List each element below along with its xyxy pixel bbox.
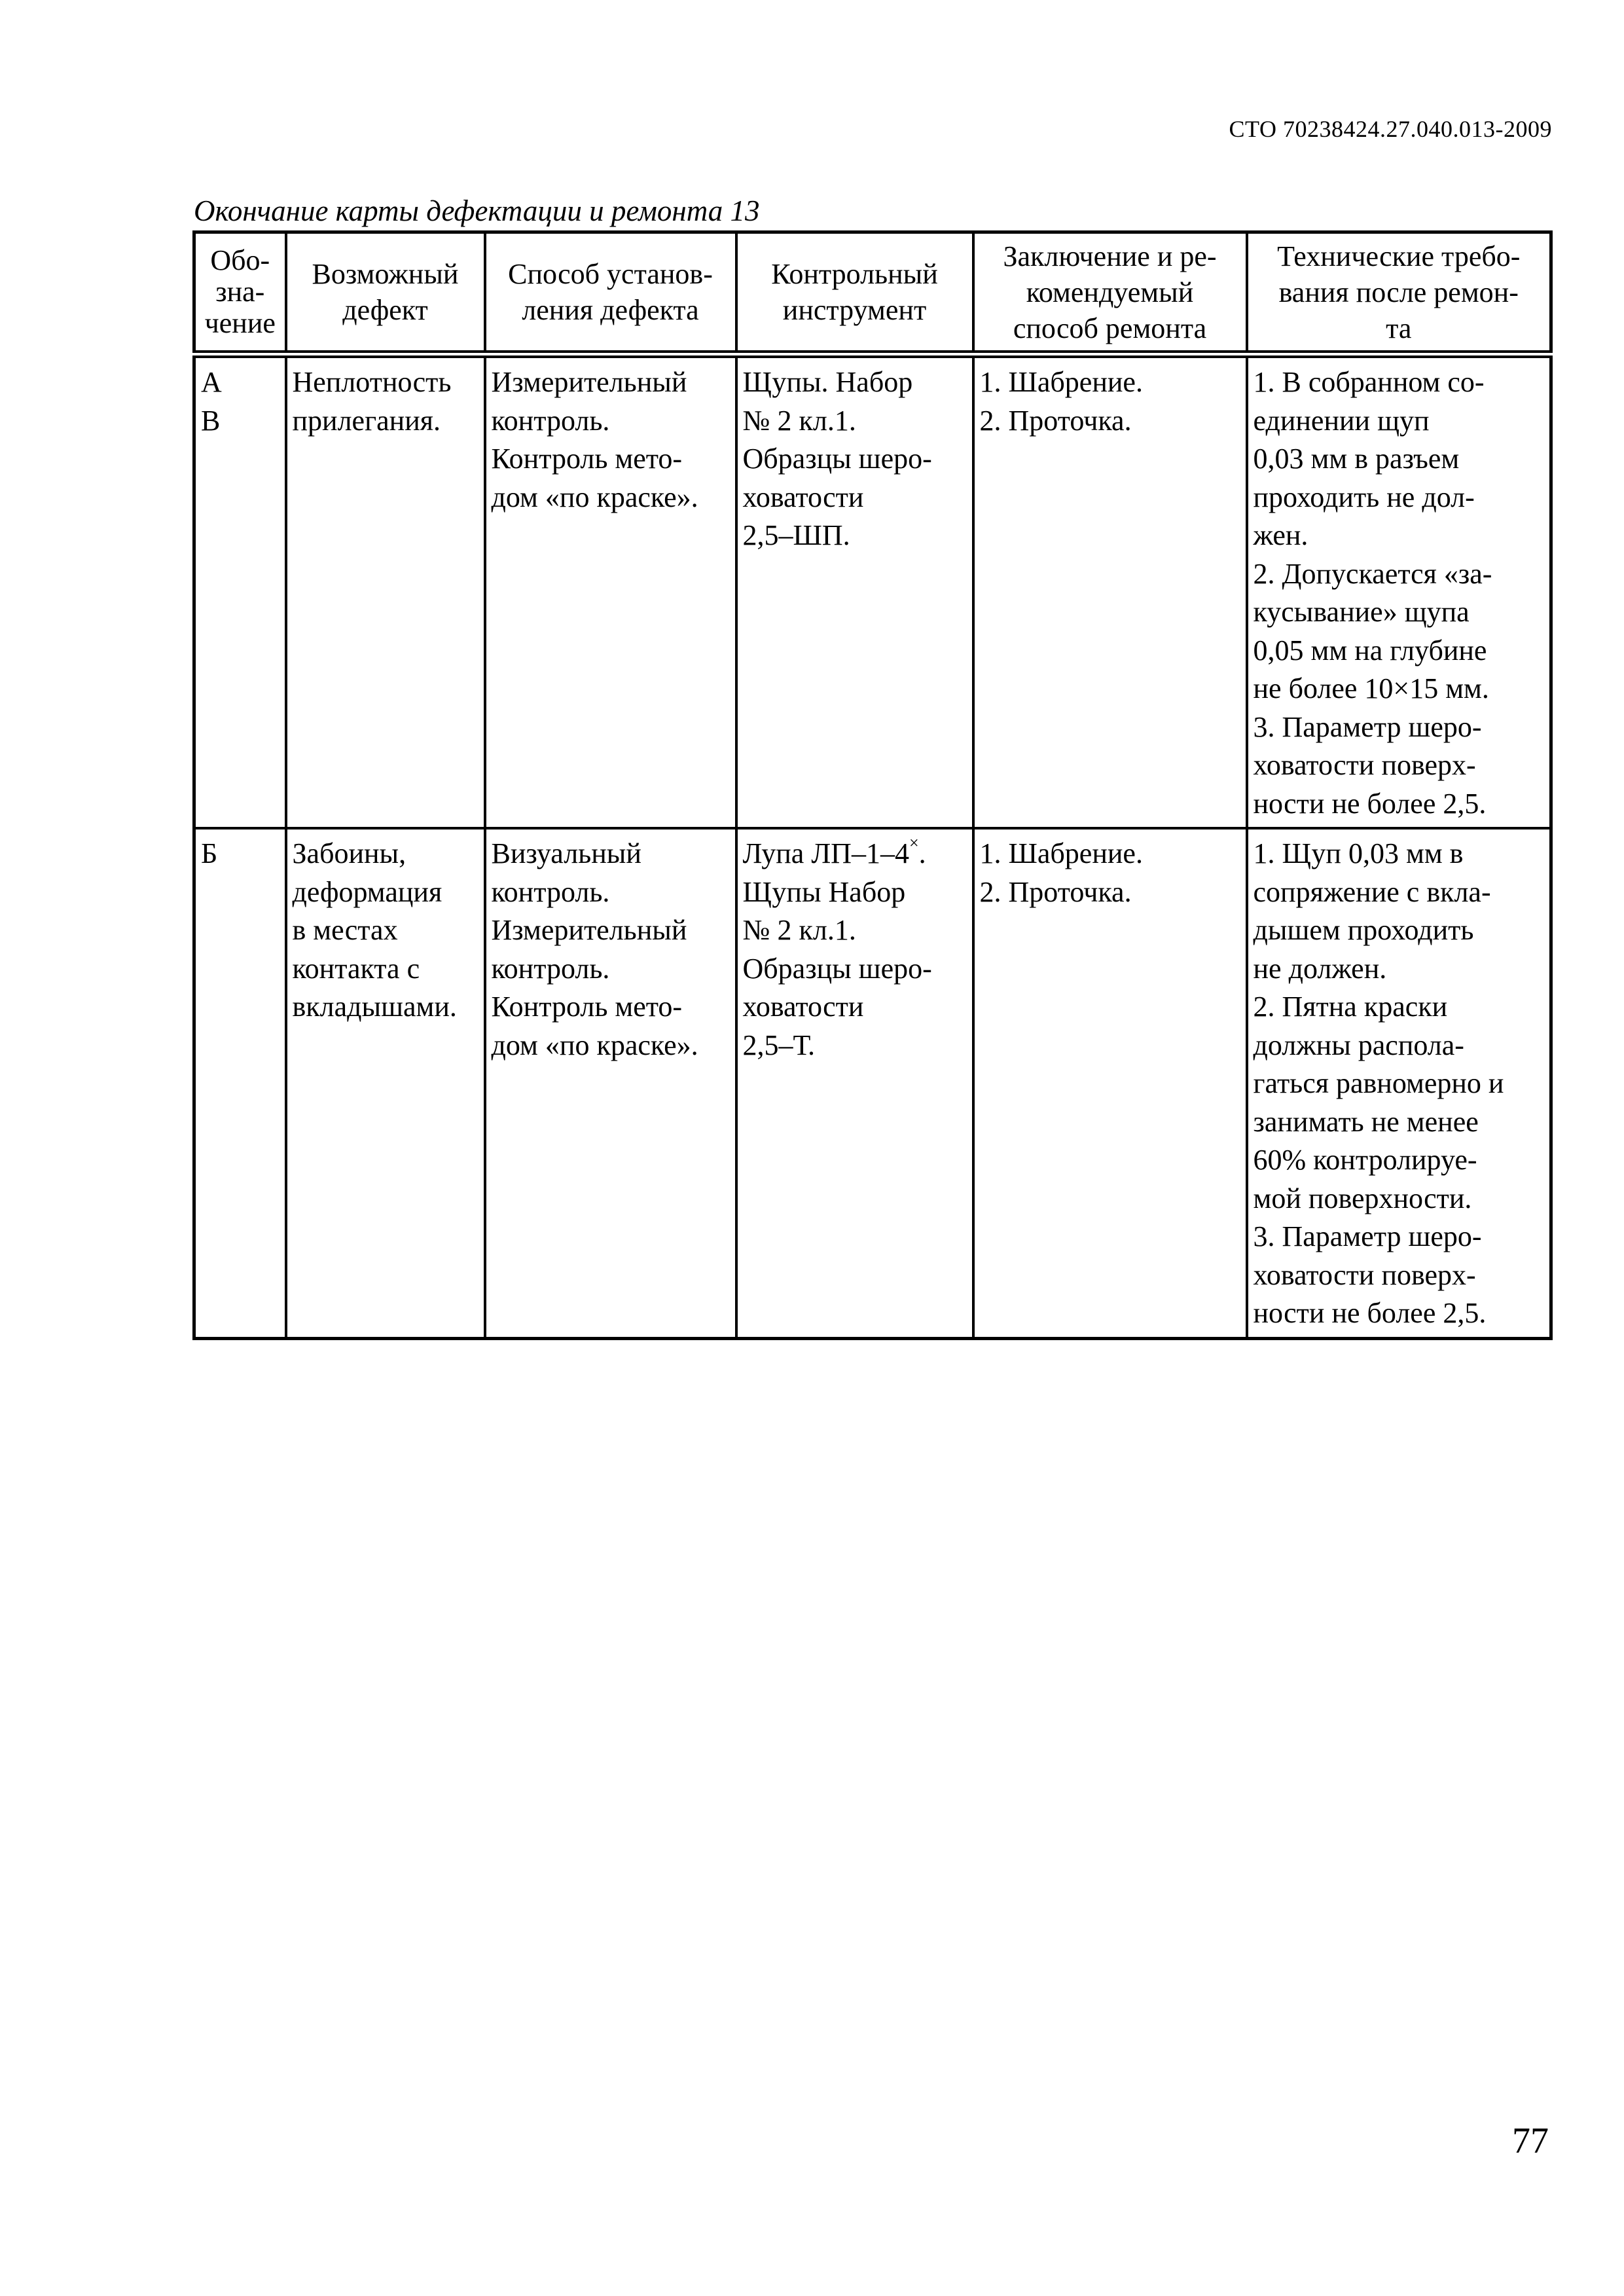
cell-method — [485, 354, 736, 828]
header-line: чение — [204, 307, 276, 339]
col-header-method: Способ установ- ления дефекта — [485, 232, 736, 355]
table-row — [194, 354, 1551, 828]
document-code: СТО 70238424.27.040.013-2009 — [1229, 116, 1552, 142]
cell-line: 60% контролируе- — [1253, 1144, 1477, 1176]
cell-line: в местах — [292, 914, 398, 946]
cell-line: контакта с — [292, 952, 420, 985]
cell-line: должны распола- — [1253, 1029, 1464, 1061]
table-header-row — [194, 232, 1551, 355]
cell-line: Образцы шеро- — [742, 952, 932, 985]
cell-line: вкладышами. — [292, 991, 457, 1023]
cell-line: гаться равномерно и — [1253, 1067, 1504, 1099]
cell-line: контроль. — [491, 875, 610, 908]
cell-line: сопряжение с вкла- — [1253, 875, 1491, 908]
cell-line: мой поверхности. — [1253, 1182, 1472, 1214]
table-caption: Окончание карты дефектации и ремонта 13 — [194, 194, 760, 227]
cell-line: Щупы. Набор — [742, 366, 913, 398]
cell-line: ховатости поверх- — [1253, 749, 1476, 781]
cell-line: единении щуп — [1253, 404, 1430, 437]
cell-designation — [194, 828, 286, 1338]
cell-line: не более 10×15 мм. — [1253, 672, 1489, 704]
cell-line: Контроль мето- — [491, 443, 683, 475]
cell-line: Забоины, — [292, 837, 406, 869]
cell-instrument — [736, 828, 973, 1338]
cell-line: № 2 кл.1. — [742, 914, 856, 946]
cell-conclusion — [973, 828, 1247, 1338]
cell-line: Измерительный — [491, 366, 687, 398]
cell-line: ховатости — [742, 481, 864, 513]
header-line: зна- — [215, 276, 265, 308]
cell-line: 0,05 мм на глубине — [1253, 634, 1487, 666]
cell-instrument — [736, 354, 973, 828]
col-header-conclusion: Заключение и ре- комендуемый способ ремонта — [973, 232, 1247, 355]
cell-line: дышем проходить — [1253, 914, 1474, 946]
cell-line: дом «по краске». — [491, 1029, 698, 1061]
cell-line: 2. Проточка. — [979, 875, 1132, 908]
cell-requirements — [1247, 354, 1551, 828]
cell-line: ховатости — [742, 991, 864, 1023]
defect-table — [192, 230, 1549, 1340]
cell-line: № 2 кл.1. — [742, 404, 856, 437]
cell-line: ховатости поверх- — [1253, 1258, 1476, 1291]
cell-line: Лупа ЛП–1–4×. — [742, 833, 926, 869]
cell-line: деформация — [292, 875, 442, 908]
col-header-defect: Возможный дефект — [286, 232, 485, 355]
table-row — [194, 828, 1551, 1338]
cell-line: занимать не менее — [1253, 1105, 1479, 1138]
cell-line: Щупы Набор — [742, 875, 906, 908]
cell-conclusion — [973, 354, 1247, 828]
cell-line: 2. Допускается «за- — [1253, 557, 1492, 590]
cell-line: контроль. — [491, 404, 610, 437]
header-line: Обо- — [210, 244, 270, 276]
col-header-designation — [194, 232, 286, 355]
cell-line: 2. Пятна краски — [1253, 991, 1448, 1023]
cell-line: 1. Шабрение. — [979, 837, 1143, 869]
cell-line: 1. Щуп 0,03 мм в — [1253, 837, 1464, 869]
cell-line: ности не более 2,5. — [1253, 787, 1487, 820]
cell-method — [485, 828, 736, 1338]
cell-line: 2,5–Т. — [742, 1029, 815, 1061]
page-number: 77 — [1512, 2121, 1549, 2161]
cell-line: прилегания. — [292, 404, 441, 437]
cell-line: Б — [201, 837, 218, 869]
cell-line: ности не более 2,5. — [1253, 1297, 1487, 1329]
col-header-instrument: Контрольный инструмент — [736, 232, 973, 355]
cell-designation — [194, 354, 286, 828]
cell-requirements — [1247, 828, 1551, 1338]
cell-line: 2. Проточка. — [979, 404, 1132, 437]
cell-line: дом «по краске». — [491, 481, 698, 513]
cell-line: не должен. — [1253, 952, 1387, 985]
cell-line: жен. — [1253, 519, 1308, 551]
cell-line: Измерительный — [491, 914, 687, 946]
cell-line: 2,5–ШП. — [742, 519, 850, 551]
cell-line: кусывание» щупа — [1253, 596, 1470, 628]
cell-line: Неплотность — [292, 366, 452, 398]
cell-line: 3. Параметр шеро- — [1253, 710, 1482, 743]
cell-line: 0,03 мм в разъем — [1253, 443, 1460, 475]
cell-line: 1. Шабрение. — [979, 366, 1143, 398]
cell-defect — [286, 354, 485, 828]
cell-defect — [286, 828, 485, 1338]
cell-line: Контроль мето- — [491, 991, 683, 1023]
col-header-requirements: Технические требо- вания после ремон- та — [1247, 232, 1551, 355]
cell-line: 1. В собранном со- — [1253, 366, 1485, 398]
magnification-sign: × — [909, 833, 919, 853]
cell-line: проходить не дол- — [1253, 481, 1475, 513]
cell-line: Визуальный — [491, 837, 641, 869]
cell-line: В — [201, 404, 221, 437]
cell-line: Образцы шеро- — [742, 443, 932, 475]
cell-line: контроль. — [491, 952, 610, 985]
cell-line: 3. Параметр шеро- — [1253, 1220, 1482, 1252]
cell-line: А — [201, 366, 222, 398]
